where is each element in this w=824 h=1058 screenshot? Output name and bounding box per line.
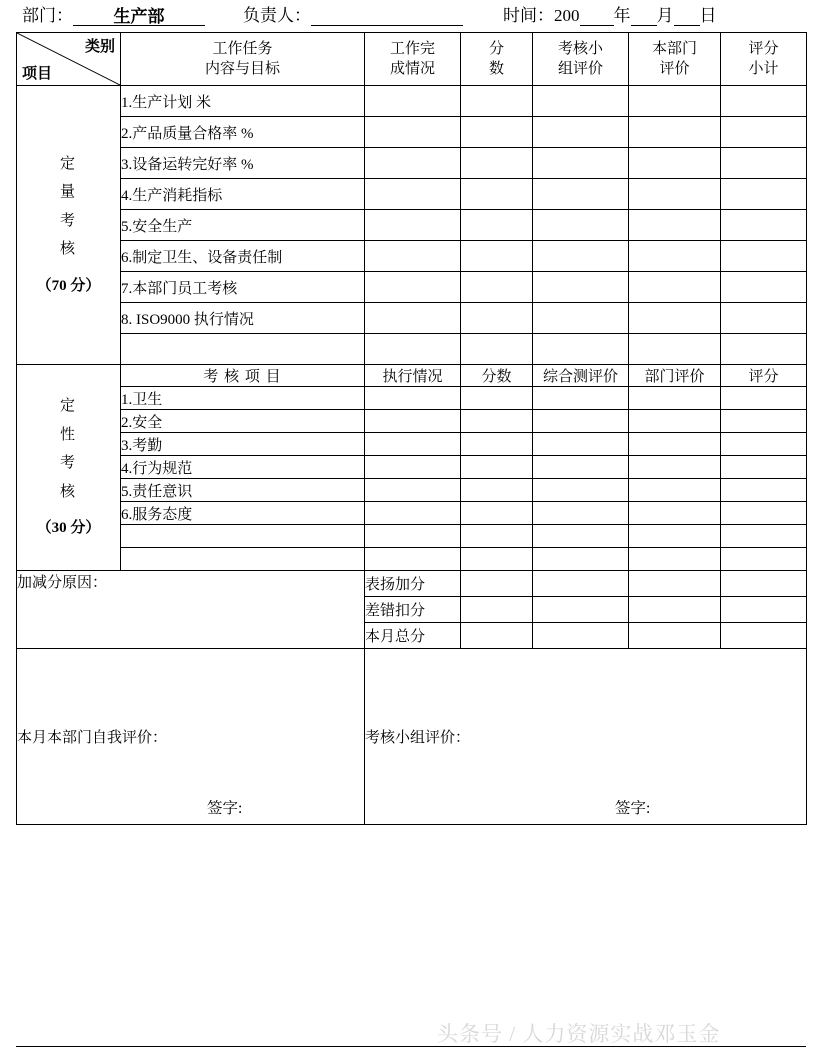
cell-subtotal[interactable] [721, 623, 807, 649]
table-row [17, 210, 807, 241]
col-header-score [461, 33, 533, 86]
adjust-item-deduction: 差错扣分 [365, 597, 461, 623]
cell-dept-eval[interactable] [629, 525, 721, 548]
cell-score[interactable] [461, 117, 533, 148]
form-header [0, 0, 824, 32]
adjust-item-praise: 表扬加分 [365, 571, 461, 597]
col-header-dept-eval-line2: 评价 [659, 61, 690, 77]
col-header-group-eval [533, 33, 629, 86]
cell-score[interactable] [461, 525, 533, 548]
cell-comprehensive-eval[interactable] [533, 433, 629, 456]
cell-dept-eval[interactable] [629, 410, 721, 433]
cell-rating[interactable] [721, 410, 807, 433]
cell-group-eval[interactable] [533, 571, 629, 597]
table-row [17, 303, 807, 334]
date-month-input[interactable] [631, 8, 657, 26]
table-row [17, 334, 807, 365]
cell-completion[interactable] [365, 241, 461, 272]
cell-dept-eval[interactable] [629, 334, 721, 365]
col-header-group-eval-line2: 组评价 [557, 61, 603, 77]
col-header-dept-eval-line1: 本部门 [651, 40, 697, 57]
cell-execution[interactable] [365, 479, 461, 502]
cell-score[interactable] [461, 272, 533, 303]
cell-group-eval[interactable] [533, 272, 629, 303]
cell-score[interactable] [461, 241, 533, 272]
date-day-input[interactable] [674, 8, 700, 26]
cell-score[interactable] [461, 86, 533, 117]
corner-label-category: 类别 [84, 39, 115, 55]
cell-group-eval[interactable] [533, 210, 629, 241]
cell-completion[interactable] [365, 117, 461, 148]
date-month-label: 月 [656, 6, 674, 25]
subheader-score: 分数 [461, 365, 533, 387]
cell-score[interactable] [461, 433, 533, 456]
table-row [17, 479, 807, 502]
table-row [17, 433, 807, 456]
cell-group-eval[interactable] [533, 241, 629, 272]
col-header-completion-line2: 成情况 [389, 61, 435, 77]
cell-comprehensive-eval[interactable] [533, 525, 629, 548]
cell-dept-eval[interactable] [629, 479, 721, 502]
cell-subtotal[interactable] [721, 148, 807, 179]
cell-dept-eval[interactable] [629, 502, 721, 525]
date-label: 时间：200 [503, 6, 580, 25]
cell-completion[interactable] [365, 179, 461, 210]
subheader-rating: 评分 [721, 365, 807, 387]
cell-dept-eval[interactable] [629, 548, 721, 571]
dept-value[interactable]: 生产部 [73, 8, 205, 26]
cell-subtotal[interactable] [721, 303, 807, 334]
task-item: 8. ISO9000 执行情况 [121, 303, 365, 334]
cell-rating[interactable] [721, 456, 807, 479]
table-row [17, 148, 807, 179]
cell-subtotal[interactable] [721, 597, 807, 623]
cell-execution[interactable] [365, 456, 461, 479]
cell-dept-eval[interactable] [629, 117, 721, 148]
category-qualitative-char-1: 定 [59, 398, 77, 415]
task-item: 3.设备运转完好率 % [121, 148, 365, 179]
cell-rating[interactable] [721, 479, 807, 502]
cell-rating[interactable] [721, 433, 807, 456]
cell-subtotal[interactable] [721, 334, 807, 365]
cell-score[interactable] [461, 548, 533, 571]
adjust-row [17, 571, 807, 597]
table-subheader-row [17, 365, 807, 387]
col-header-task [121, 33, 365, 86]
cell-completion[interactable] [365, 148, 461, 179]
owner-label: 负责人： [243, 6, 311, 25]
task-item: 4.生产消耗指标 [121, 179, 365, 210]
cell-execution[interactable] [365, 410, 461, 433]
table-row [17, 548, 807, 571]
cell-subtotal[interactable] [721, 210, 807, 241]
subheader-comprehensive-eval: 综合测评价 [533, 365, 629, 387]
adjust-reason-label: 加减分原因： [17, 571, 365, 649]
cell-execution[interactable] [365, 387, 461, 410]
table-row [17, 179, 807, 210]
date-day-label: 日 [699, 6, 717, 25]
col-header-group-eval-line1: 考核小 [557, 40, 603, 57]
owner-value[interactable] [311, 8, 463, 26]
cell-dept-eval[interactable] [629, 456, 721, 479]
self-eval-box[interactable] [17, 649, 365, 825]
table-row [17, 117, 807, 148]
col-header-subtotal-line1: 评分 [748, 40, 779, 57]
date-year-label: 年 [613, 6, 631, 25]
task-item [121, 334, 365, 365]
table-row [17, 241, 807, 272]
category-qualitative-char-2: 性 [59, 426, 77, 443]
category-qualitative [17, 365, 121, 571]
cell-dept-eval[interactable] [629, 433, 721, 456]
assessment-table [16, 32, 807, 825]
task-item: 2.产品质量合格率 % [121, 117, 365, 148]
table-row [17, 86, 807, 117]
cell-execution[interactable] [365, 433, 461, 456]
cell-group-eval[interactable] [533, 179, 629, 210]
category-quantitative [17, 86, 121, 365]
cell-dept-eval[interactable] [629, 303, 721, 334]
table-row [17, 502, 807, 525]
cell-score[interactable] [461, 410, 533, 433]
cell-completion[interactable] [365, 86, 461, 117]
table-row [17, 387, 807, 410]
self-eval-label: 本月本部门自我评价： [17, 730, 168, 746]
col-header-score-line1: 分 [488, 40, 504, 57]
qual-item: 6.服务态度 [121, 502, 365, 525]
cell-subtotal[interactable] [721, 241, 807, 272]
cell-dept-eval[interactable] [629, 387, 721, 410]
subheader-dept-eval: 部门评价 [629, 365, 721, 387]
task-item: 7.本部门员工考核 [121, 272, 365, 303]
cell-group-eval[interactable] [533, 86, 629, 117]
cell-comprehensive-eval[interactable] [533, 387, 629, 410]
cell-score[interactable] [461, 334, 533, 365]
group-eval-signature-label: 签字: [615, 800, 651, 817]
col-header-completion [365, 33, 461, 86]
category-qualitative-char-3: 考 [59, 455, 77, 472]
bottom-divider [16, 1046, 806, 1047]
col-header-score-line2: 数 [488, 61, 504, 77]
cell-dept-eval[interactable] [629, 571, 721, 597]
cell-rating[interactable] [721, 502, 807, 525]
cell-dept-eval[interactable] [629, 148, 721, 179]
qual-item: 3.考勤 [121, 433, 365, 456]
cell-comprehensive-eval[interactable] [533, 548, 629, 571]
group-eval-box[interactable] [365, 649, 807, 825]
cell-score[interactable] [461, 502, 533, 525]
group-eval-label: 考核小组评价： [365, 730, 471, 746]
col-header-task-line1: 工作任务 [212, 40, 273, 57]
cell-comprehensive-eval[interactable] [533, 502, 629, 525]
task-item: 6.制定卫生、设备责任制 [121, 241, 365, 272]
cell-comprehensive-eval[interactable] [533, 410, 629, 433]
cell-dept-eval[interactable] [629, 179, 721, 210]
qual-item [121, 548, 365, 571]
cell-score[interactable] [461, 456, 533, 479]
watermark-text: 头条号 / 人力资源实战邓玉金 [437, 1022, 721, 1046]
self-eval-signature-label: 签字: [207, 800, 243, 817]
cell-rating[interactable] [721, 387, 807, 410]
qual-item: 2.安全 [121, 410, 365, 433]
cell-score[interactable] [461, 210, 533, 241]
cell-completion[interactable] [365, 334, 461, 365]
cell-subtotal[interactable] [721, 86, 807, 117]
category-quantitative-points: （70 分） [36, 277, 101, 294]
cell-execution[interactable] [365, 525, 461, 548]
col-header-dept-eval [629, 33, 721, 86]
cell-score[interactable] [461, 623, 533, 649]
col-header-completion-line1: 工作完 [389, 40, 435, 57]
adjust-item-monthly-total: 本月总分 [365, 623, 461, 649]
table-header-row [17, 33, 807, 86]
cell-score[interactable] [461, 303, 533, 334]
cell-completion[interactable] [365, 210, 461, 241]
cell-dept-eval[interactable] [629, 272, 721, 303]
cell-subtotal[interactable] [721, 272, 807, 303]
cell-subtotal[interactable] [721, 117, 807, 148]
table-row [17, 456, 807, 479]
col-header-subtotal-line2: 小计 [748, 61, 779, 77]
cell-group-eval[interactable] [533, 148, 629, 179]
task-item: 5.安全生产 [121, 210, 365, 241]
cell-comprehensive-eval[interactable] [533, 479, 629, 502]
table-row [17, 525, 807, 548]
cell-score[interactable] [461, 148, 533, 179]
category-qualitative-char-4: 核 [59, 483, 77, 500]
footer-row [17, 649, 807, 825]
cell-rating[interactable] [721, 548, 807, 571]
cell-completion[interactable] [365, 303, 461, 334]
qual-item: 1.卫生 [121, 387, 365, 410]
cell-execution[interactable] [365, 502, 461, 525]
cell-group-eval[interactable] [533, 334, 629, 365]
cell-score[interactable] [461, 597, 533, 623]
col-header-task-line2: 内容与目标 [204, 61, 280, 77]
cell-group-eval[interactable] [533, 303, 629, 334]
dept-label: 部门： [22, 6, 73, 25]
date-year-input[interactable] [580, 8, 614, 26]
cell-group-eval[interactable] [533, 623, 629, 649]
cell-score[interactable] [461, 571, 533, 597]
cell-subtotal[interactable] [721, 571, 807, 597]
cell-score[interactable] [461, 479, 533, 502]
table-row [17, 272, 807, 303]
cell-completion[interactable] [365, 272, 461, 303]
cell-subtotal[interactable] [721, 179, 807, 210]
subheader-execution: 执行情况 [365, 365, 461, 387]
cell-dept-eval[interactable] [629, 86, 721, 117]
category-quantitative-char-1: 定 [59, 155, 77, 172]
cell-score[interactable] [461, 179, 533, 210]
qual-item [121, 525, 365, 548]
cell-comprehensive-eval[interactable] [533, 456, 629, 479]
cell-dept-eval[interactable] [629, 210, 721, 241]
qual-item: 5.责任意识 [121, 479, 365, 502]
cell-execution[interactable] [365, 548, 461, 571]
task-item: 1.生产计划 米 [121, 86, 365, 117]
subheader-assessment-item: 考 核 项 目 [121, 365, 365, 387]
cell-dept-eval[interactable] [629, 241, 721, 272]
category-qualitative-points: （30 分） [36, 520, 101, 537]
cell-group-eval[interactable] [533, 597, 629, 623]
cell-rating[interactable] [721, 525, 807, 548]
col-header-subtotal [721, 33, 807, 86]
corner-label-item: 项目 [22, 66, 53, 82]
qual-item: 4.行为规范 [121, 456, 365, 479]
category-quantitative-char-4: 核 [59, 241, 77, 258]
table-row [17, 410, 807, 433]
category-quantitative-char-2: 量 [59, 184, 77, 201]
cell-group-eval[interactable] [533, 117, 629, 148]
cell-score[interactable] [461, 387, 533, 410]
corner-cell [17, 33, 121, 86]
cell-dept-eval[interactable] [629, 623, 721, 649]
cell-dept-eval[interactable] [629, 597, 721, 623]
category-quantitative-char-3: 考 [59, 212, 77, 229]
